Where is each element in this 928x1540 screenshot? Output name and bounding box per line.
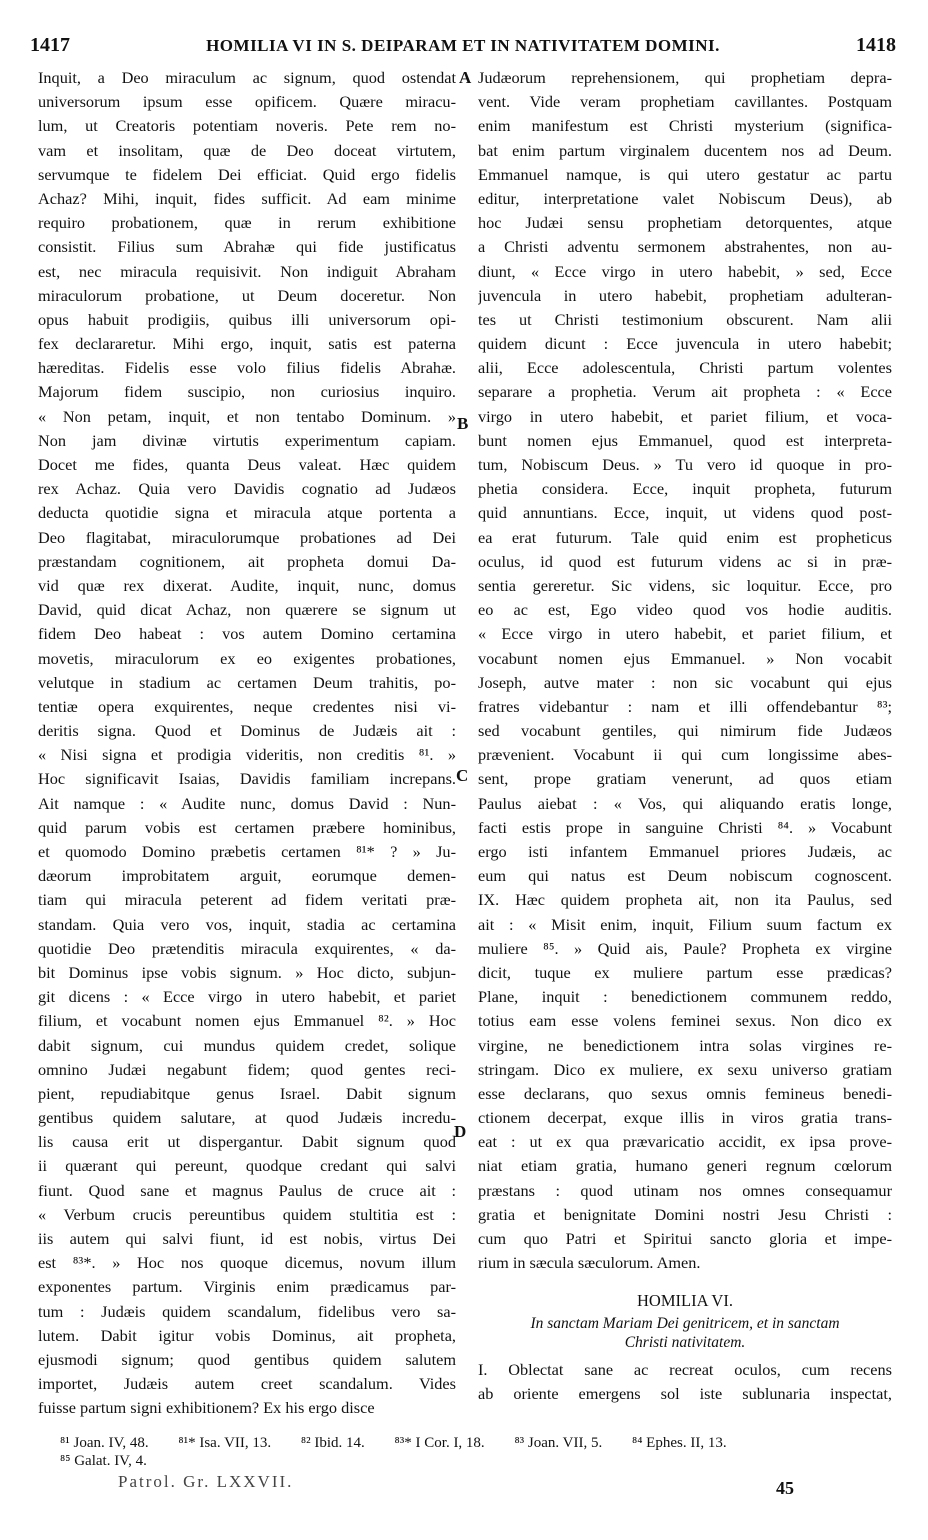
right-column-text xyxy=(478,66,892,1275)
left-text-line: « Verbum crucis pereuntibus quidem stultitia est : xyxy=(38,1204,456,1224)
left-text-line: fex declararetur. Mihi ergo, inquit, satis est paterna xyxy=(38,334,456,354)
footnotes xyxy=(30,1434,896,1470)
right-text-line: separare a prophetia. Verum ait propheta : « Ecce xyxy=(478,382,892,402)
left-text-line: tum : Judæis quidem scandalum, fidelibus vero sa- xyxy=(38,1301,456,1321)
left-text-line: universorum ipsum esse opificem. Quære miracu- xyxy=(38,92,456,112)
right-text-line: Emmanuel namque, is qui utero gestatur ac partu xyxy=(478,164,892,184)
right-text-line: sentia gereretur. Sic videns, sic loquitur. Ecce, pro xyxy=(478,575,892,595)
left-text-line: lis causa erit ut dispergantur. Dabit signum quod xyxy=(38,1132,456,1152)
right-text-line: « Ecce virgo in utero habebit, et pariet filium, et xyxy=(478,624,892,644)
right-text-line: Paulus aiebat : « Vos, qui aliquando eratis longe, xyxy=(478,793,892,813)
left-text-line: opus habuit prodigiis, quibus illi universorum opi- xyxy=(38,309,456,329)
left-text-line: dæorum improbitatem arguit, eorumque demen- xyxy=(38,866,456,886)
right-text-line: virgo in utero habebit, et pariet filium, et voca- xyxy=(478,406,892,426)
left-text-line: movetis, miraculorum ex eo exigentes probationes, xyxy=(38,648,456,668)
footnote: ⁸¹* Isa. VII, 13. xyxy=(178,1435,272,1451)
left-text-line: « Nisi signa et prodigia videritis, non creditis ⁸¹. » xyxy=(38,745,456,765)
right-text-line: a Christi adventu sermonem abstrahentes, non au- xyxy=(478,237,892,257)
right-text-line: prævenient. Vocabunt ii qui cum longissime abes- xyxy=(478,745,892,765)
right-text-line: ea erat futurum. Tale quid enim est propheticus xyxy=(478,527,892,547)
left-text-line: Deo flagitabat, miraculorumque probationes ad Dei xyxy=(38,527,456,547)
left-text-line: quotidie Deo prætenditis miracula exquirentes, « da- xyxy=(38,938,456,958)
right-text-line: tes ut Christi testimonium obscurent. Nam alii xyxy=(478,309,892,329)
right-text-line: ergo isti infantem Emmanuel priores Judæis, ac xyxy=(478,842,892,861)
left-text-line: git dicens : « Ecce virgo in utero habebit, et pariet xyxy=(38,987,456,1007)
footnote: ⁸⁵ Galat. IV, 4. xyxy=(60,1453,147,1469)
left-text-line: lutem. Dabit igitur vobis Dominus, ait propheta, xyxy=(38,1325,456,1345)
left-text-line: Achaz? Mihi, inquit, fides sufficit. Ad eam minime xyxy=(38,188,456,208)
footnote: ⁸⁴ Ephes. II, 13. xyxy=(631,1435,727,1451)
margin-marker-c: C xyxy=(456,766,469,785)
left-text-line: est, nec miracula requisivit. Non indiguit Abraham xyxy=(38,261,456,281)
right-text-line: cum quo Patri et Spiritui sancto gloria et impe- xyxy=(478,1229,892,1248)
left-text-line: bit Dominus ipse vobis signum. » Hoc dicto, subjun- xyxy=(38,962,456,982)
left-text-line: lum, ut Creatoris potentiam noveris. Pete rem no- xyxy=(38,116,456,136)
margin-marker-b: B xyxy=(457,414,469,433)
left-text-line: deducta quotidie signa et miracula atque portenta a xyxy=(38,503,456,523)
right-text-line: oculus, id quod est futurum videns ac si in præ- xyxy=(478,551,892,571)
footnote: ⁸¹ Joan. IV, 48. xyxy=(60,1435,149,1451)
right-text-line: sed vocabunt gentiles, qui nimirum fide Judæos xyxy=(478,721,892,741)
right-text-line: totius eam esse volens feminei sexus. Non dico ex xyxy=(478,1011,892,1031)
footnote: ⁸³ Joan. VII, 5. xyxy=(514,1435,603,1451)
left-text-line: importet, Judæis autem creet scandalum. Vides xyxy=(38,1374,456,1394)
right-text-line: quidem dicunt : Ecce juvencula in utero habebit; xyxy=(478,334,892,354)
right-text-line: hoc Judæi sensu prophetiam detorquentes, atque xyxy=(478,213,892,233)
left-text-line: Docet me fides, quanta Deus valeat. Hæc quidem xyxy=(38,455,456,474)
left-text-line: « Non petam, inquit, et non tentabo Dominum. » xyxy=(38,406,456,426)
left-text-line: servumque te fidelem Dei efficiat. Quid ergo fidelis xyxy=(38,164,456,184)
running-title: HOMILIA VI IN S. DEIPARAM ET IN NATIVITATEM DOMINI. xyxy=(206,36,720,55)
left-text-line: exponentes partum. Virginis enim prædicamus par- xyxy=(38,1277,456,1297)
left-text-line: Majorum fidem suscipio, non curiosius inquiro. xyxy=(38,382,456,402)
right-text-line: Judæorum reprehensionem, qui prophetiam depra- xyxy=(478,68,892,87)
homily-subtitle-line-2: Christi nativitatem. xyxy=(624,1333,746,1351)
left-text-line: est ⁸³*. » Hoc nos quoque dicemus, novum illum xyxy=(38,1253,456,1273)
left-text-line: Inquit, a Deo miraculum ac signum, quod ostendat xyxy=(38,68,456,87)
homily-subtitle-line-1: In sanctam Mariam Dei genitricem, et in sanctam xyxy=(530,1314,840,1332)
left-text-line: rex Achaz. Quia vero Davidis cognatio ad Judæos xyxy=(38,479,456,499)
left-text-line: ejusmodi signum; quod gentibus quidem salutem xyxy=(38,1349,456,1369)
left-text-line: vam et insolitam, quæ de Deo doceat virtutem, xyxy=(38,140,456,160)
left-text-line: ii quærant qui pereunt, quodque credant qui salvi xyxy=(38,1156,456,1176)
right-text-line: gratia et benignitate Domini nostri Jesu Christi : xyxy=(478,1204,892,1224)
left-text-line: David, quid dicat Achaz, non quærere se signum ut xyxy=(38,600,456,620)
right-text-line: editur, interpretatione valet Nobiscum Deus), ab xyxy=(478,188,892,208)
left-text-line: deritis signa. Quod et Dominus de Judæis ait : xyxy=(38,721,456,741)
right-text-line: enim manifestum est Christi mysterium (significa- xyxy=(478,116,892,136)
left-text-line: gentibus quidem salutare, at quod Judæis incredu- xyxy=(38,1108,456,1128)
homily-start-line-1: I. Oblectat sane ac recreat oculos, cum recens xyxy=(478,1359,892,1379)
left-text-line: hæreditas. Fidelis esse volo filius fidelis Abrahæ. xyxy=(38,358,456,378)
left-text-line: standam. Quia vero vos, inquit, stadia ac certamina xyxy=(38,914,456,934)
left-text-line: requiro probationem, quæ in rerum exhibitione xyxy=(38,213,456,233)
right-text-line: quid annuntians. Ecce, inquit, ut videns quod post- xyxy=(478,503,892,523)
right-text-line: virgine, ne benedictionem intra solas virgines re- xyxy=(478,1035,892,1055)
right-text-line: tum, Nobiscum Deus. » Tu vero id quoque in pro- xyxy=(478,455,892,474)
sheet-number: 45 xyxy=(776,1478,794,1498)
homily-heading: HOMILIA VI. xyxy=(637,1291,733,1311)
right-text-line: ctionem decerpat, exque illis in viros gratia trans- xyxy=(478,1108,892,1128)
right-text-line: niat etiam gratia, humano generi regnum cœlorum xyxy=(478,1156,892,1176)
footnote: ⁸² Ibid. 14. xyxy=(300,1435,365,1451)
left-text-line: omnino Judæi negabunt fidem; quod gentes reci- xyxy=(38,1059,456,1079)
left-text-line: filium, et vocabunt nomen ejus Emmanuel ⁸². » Hoc xyxy=(38,1011,456,1031)
page-header xyxy=(30,34,896,64)
right-text-line: ait : « Misit enim, inquit, Filium suum factum ex xyxy=(478,914,892,934)
left-text-line: Non jam divinæ virtutis experimentum capiam. xyxy=(38,430,456,450)
page-number-right: 1418 xyxy=(856,34,896,56)
right-text-line: juvencula in utero habebit, prophetiam adulteran- xyxy=(478,285,892,305)
left-text-line: vid quæ rex dixerat. Audite, inquit, nunc, domus xyxy=(38,575,456,595)
right-text-line: vent. Vide veram prophetiam cavillantes. Postquam xyxy=(478,92,892,112)
right-text-line: diunt, « Ecce virgo in utero habebit, » sed, Ecce xyxy=(478,261,892,281)
left-text-line: fuisse partum signi exhibitionem? Ex his ergo disce xyxy=(38,1398,375,1418)
right-text-line: eat : ut ex qua prævaricatio accidit, ex ipsa prove- xyxy=(478,1132,892,1152)
left-text-line: Hoc significavit Isaias, Davidis familiam increpans. xyxy=(38,769,456,789)
left-text-line: miraculorum probatione, ut Deum doceretur. Non xyxy=(38,285,456,305)
right-text-line: muliere ⁸⁵. » Quid ais, Paule? Propheta ex virgine xyxy=(478,938,892,958)
page-number-left: 1417 xyxy=(30,34,70,56)
left-text-line: velutque in stadium ac certamen Deum trahitis, po- xyxy=(38,672,456,692)
printer-signature: Patrol. Gr. LXXVII. xyxy=(118,1472,294,1491)
left-column xyxy=(38,66,456,1421)
right-text-line: rium in sæcula sæculorum. Amen. xyxy=(478,1253,701,1273)
right-text-line: stringam. Dico ex muliere, ex sexu universo gratiam xyxy=(478,1059,892,1079)
right-text-line: Joseph, autve mater : non sic vocabunt qui ejus xyxy=(478,672,892,692)
right-text-line: IX. Hæc quidem propheta ait, non ita Paulus, sed xyxy=(478,890,892,910)
right-text-line: vocabunt nomen ejus Emmanuel. » Non vocabit xyxy=(478,648,892,668)
left-text-line: tentiæ opera exquirentes, neque credentes nisi vi- xyxy=(38,696,456,716)
right-text-line: fratres videbantur : nam et illi offendebantur ⁸³; xyxy=(478,696,892,716)
left-text-line: præstandam cognitionem, ait propheta domui Da- xyxy=(38,551,456,571)
left-text-line: fiunt. Quod sane et magnus Paulus de cruce ait : xyxy=(38,1180,456,1200)
left-text-line: quid parum vobis est certamen præbere hominibus, xyxy=(38,817,456,837)
right-text-line: eo ac est, Ego video quod vos hodie auditis. xyxy=(478,600,892,620)
right-text-line: phetia considera. Ecce, inquit propheta, futurum xyxy=(478,479,892,499)
right-text-line: facti estis prope in sanguine Christi ⁸⁴. » Vocabunt xyxy=(478,817,892,837)
left-text-line: consistit. Filius sum Abrahæ qui fide justificatus xyxy=(38,237,456,257)
left-text-line: et quomodo Domino præbetis certamen ⁸¹* ? » Ju- xyxy=(38,842,456,861)
right-text-line: præstans : quod utinam nos omnes consequamur xyxy=(478,1180,892,1200)
left-text-line: iis autem qui salvi fiunt, id est nobis, virtus Dei xyxy=(38,1229,456,1248)
left-text-line: pient, repudiabitque genus Israel. Dabit signum xyxy=(38,1083,456,1103)
left-text-line: Ait namque : « Audite nunc, domus David : Nun- xyxy=(38,793,456,813)
left-text-line: fidem Deo habeat : vos autem Domino certamina xyxy=(38,624,456,644)
right-text-line: bunt nomen ejus Emmanuel, quod est interpreta- xyxy=(478,430,892,450)
margin-marker-a: A xyxy=(459,68,472,87)
right-text-line: eum qui natus est Deum nobiscum cognoscent. xyxy=(478,866,892,886)
homily-start-line-2: ab oriente emergens sol iste sublunaria inspectat, xyxy=(478,1383,892,1403)
footnote: ⁸³* I Cor. I, 18. xyxy=(394,1435,485,1451)
left-text-line: dabit signum, cui mundus quidem credet, solique xyxy=(38,1035,456,1055)
right-text-line: esse declarans, quo sexus omnis femineus benedi- xyxy=(478,1083,892,1103)
right-text-line: alii, Ecce adolescentula, Christi partum volentes xyxy=(478,358,892,378)
right-text-line: sent, prope gratiam venerunt, ad quos etiam xyxy=(478,769,892,789)
right-text-line: bat enim partum virginalem ducentem nos ad Deum. xyxy=(478,140,892,160)
right-text-line: dicit, tuque ex muliere partum esse prædicas? xyxy=(478,962,892,982)
margin-marker-d: D xyxy=(454,1122,467,1141)
right-column xyxy=(478,66,892,1406)
left-text-line: tiam qui miracula peterent ad fidem veritati præ- xyxy=(38,890,456,910)
right-text-line: Plane, inquit : benedictionem communem reddo, xyxy=(478,987,892,1007)
